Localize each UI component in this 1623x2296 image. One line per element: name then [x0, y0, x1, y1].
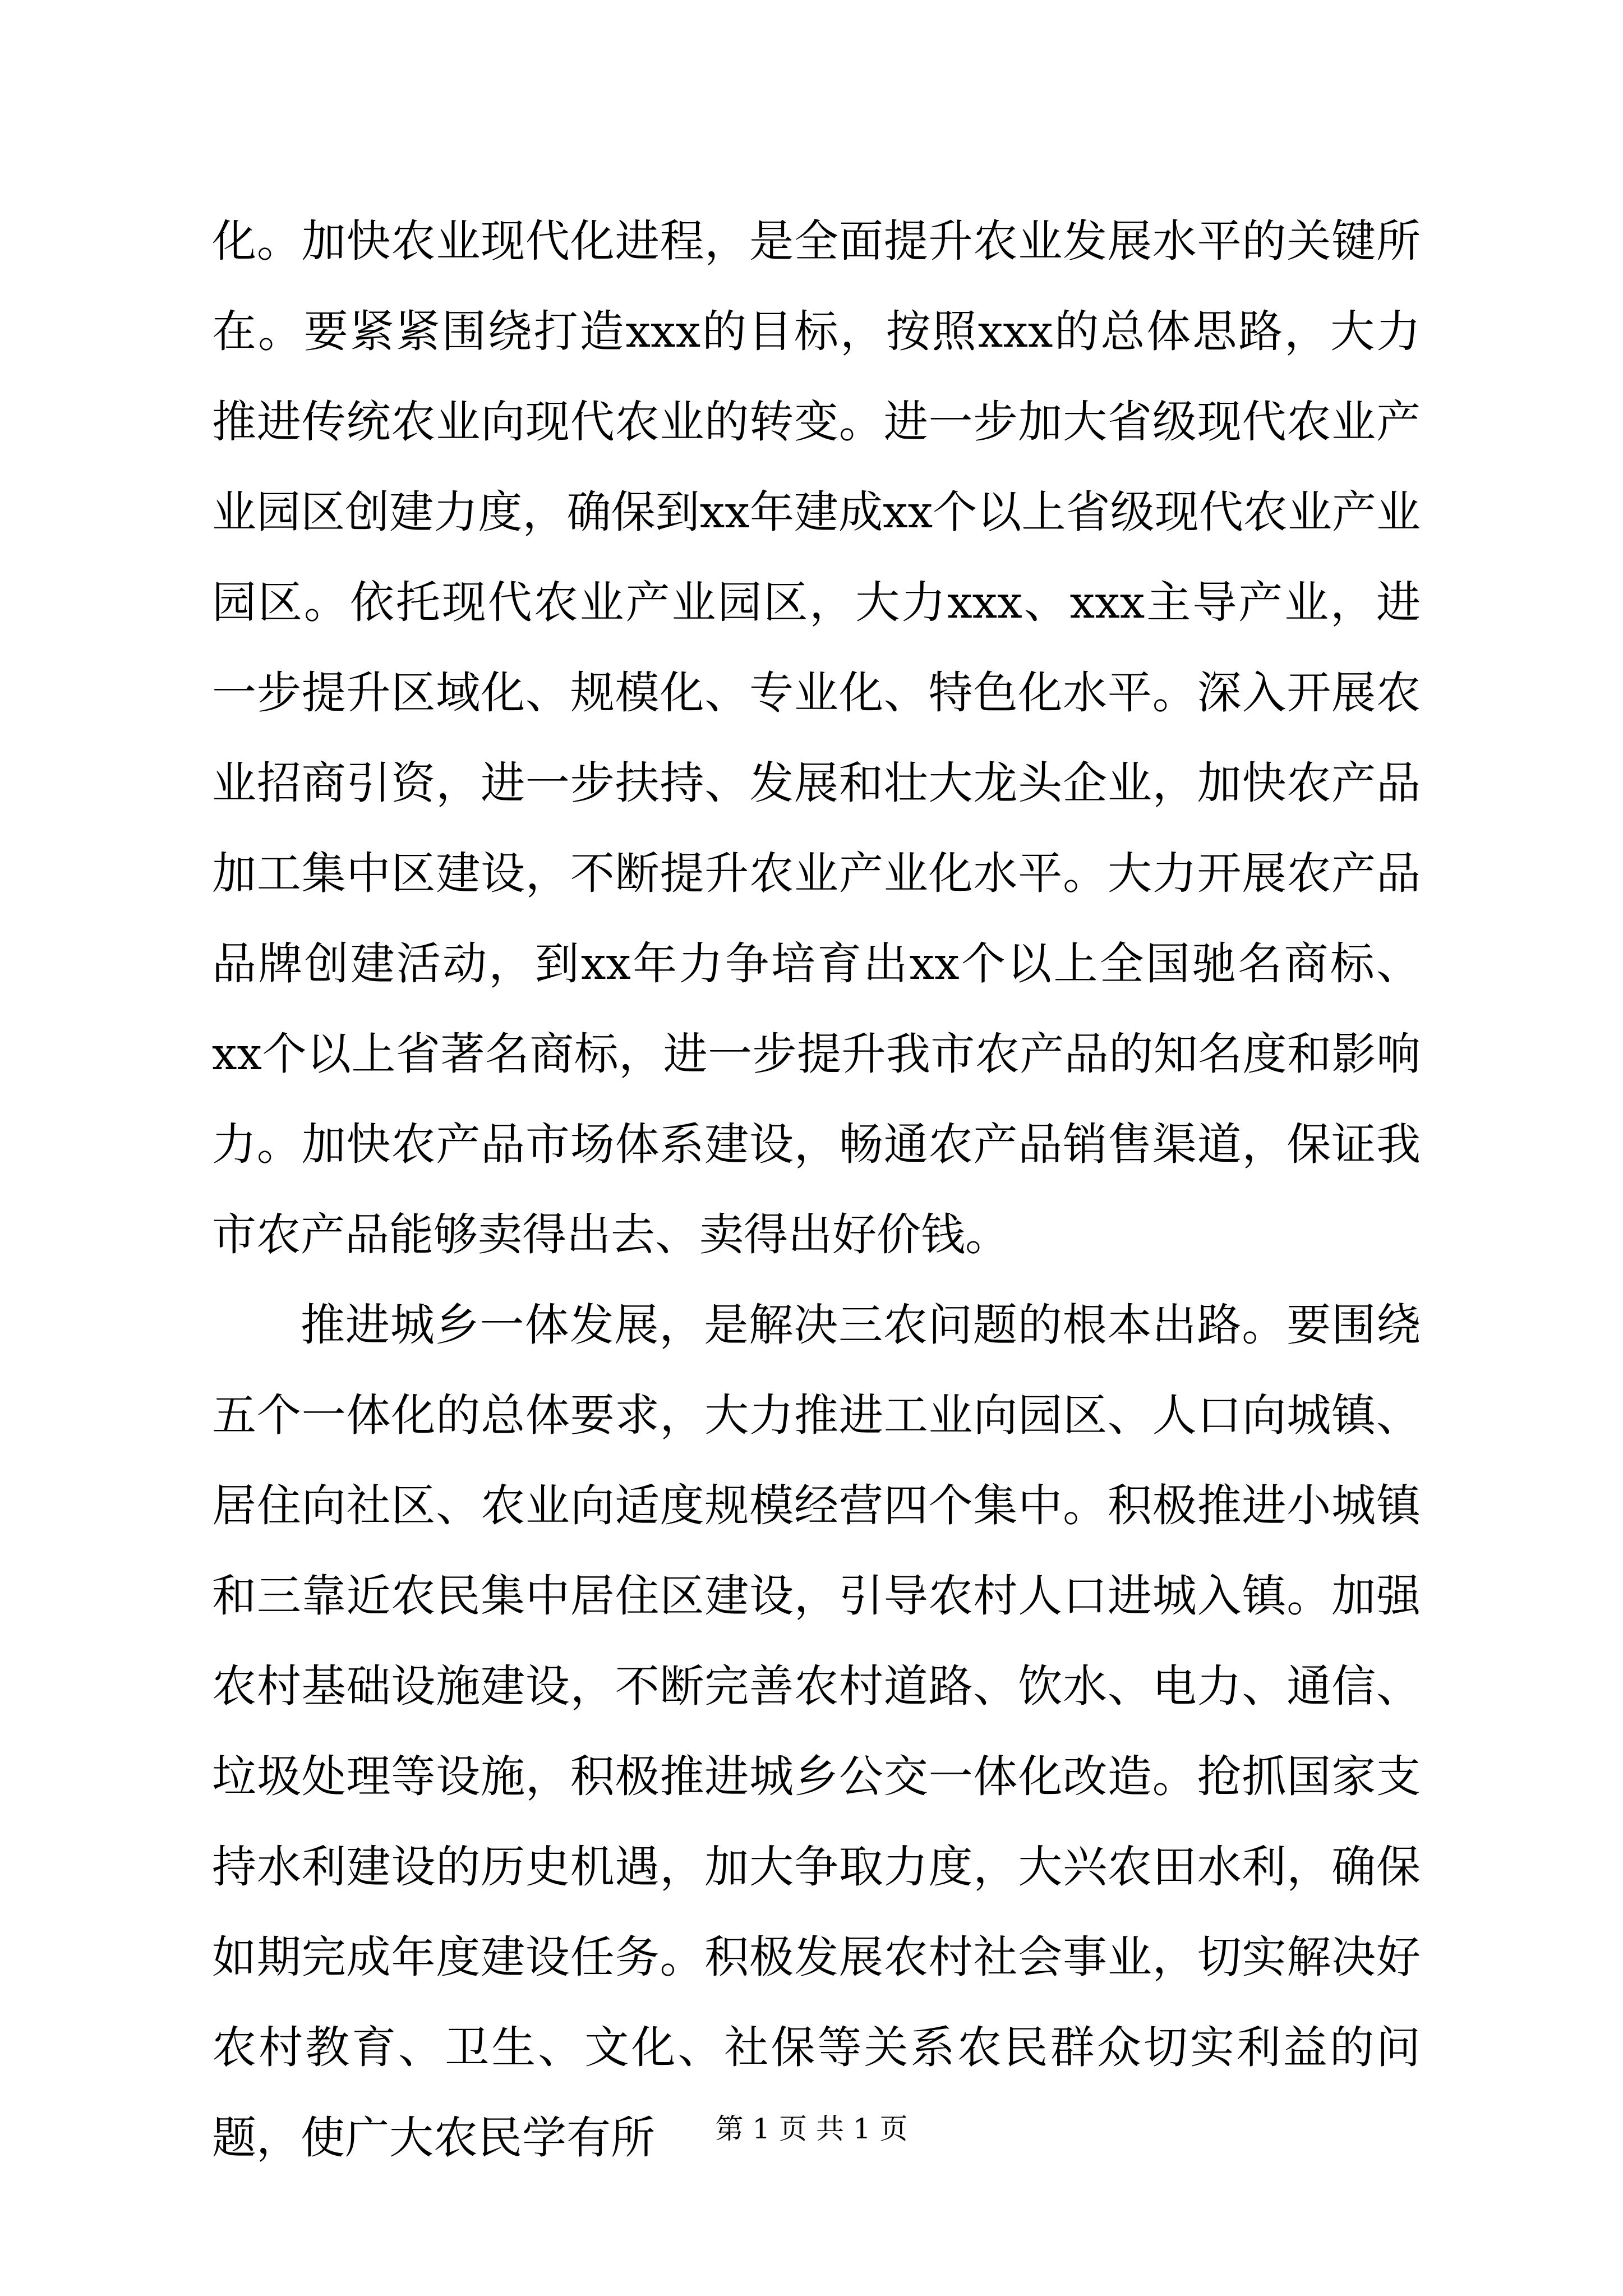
page-footer	[0, 2109, 1623, 2148]
page-number-label: 第 1 页 共 1 页	[715, 2113, 908, 2145]
paragraph-2: 推进城乡一体发展，是解决三农问题的根本出路。要围绕五个一体化的总体要求，大力推进工业向园区、人口向城镇、居住向社区、农业向适度规模经营四个集中。积极推进小城镇和三靠近农民集中居住区建设，引导农村人口进城入镇。加强农村基础设施建设，不断完善农村道路、饮水、电力、通信、垃圾处理等设施，积极推进城乡公交一体化改造。抢抓国家支持水利建设的历史机遇，加大争取力度，大兴农田水利，确保如期完成年度建设任务。积极发展农村社会事业，切实解决好农村教育、卫生、文化、社保等关系农民群众切实利益的问题，使广大农民学有所	[212, 1299, 1421, 2164]
paragraph-1: 化。加快农业现代化进程，是全面提升农业发展水平的关键所在。要紧紧围绕打造xxx的目标，按照xxx的总体思路，大力推进传统农业向现代农业的转变。进一步加大省级现代农业产业园区创建力度，确保到xx年建成xx个以上省级现代农业产业园区。依托现代农业产业园区，大力xxx、xxx主导产业，进一步提升区域化、规模化、专业化、特色化水平。深入开展农业招商引资，进一步扶持、发展和壮大龙头企业，加快农产品加工集中区建设，不断提升农业产业化水平。大力开展农产品品牌创建活动，到xx年力争培育出xx个以上全国驰名商标、xx个以上省著名商标，进一步提升我市农产品的知名度和影响力。加快农产品市场体系建设，畅通农产品销售渠道，保证我市农产品能够卖得出去、卖得出好价钱。	[212, 215, 1421, 1260]
document-body	[212, 196, 1421, 2183]
